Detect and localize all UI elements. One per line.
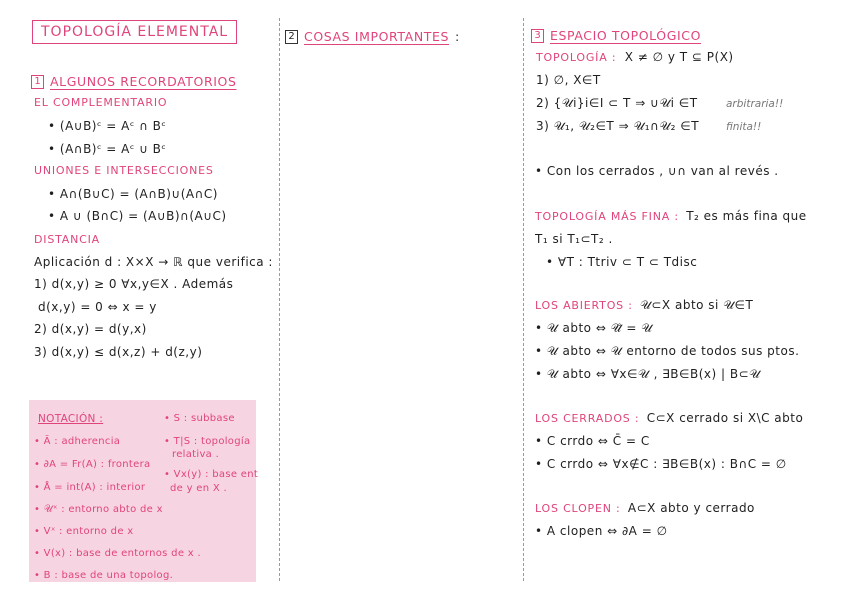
distance-axiom-3: 3) d(x,y) ≤ d(x,z) + d(z,y) — [34, 345, 203, 359]
arbitrary-note: arbitraria!! — [726, 98, 784, 110]
notation-adherence: • Ā : adherencia — [34, 436, 121, 447]
open-sets-definition — [535, 298, 753, 313]
open-sets-property-3: • 𝒰 abto ⇔ ∀x∈𝒰 , ∃B∈B(x) | B⊂𝒰 — [535, 367, 761, 381]
closed-sets-note: • Con los cerrados , ∪∩ van al revés . — [535, 164, 779, 178]
notation-topology-base: • B : base de una topolog. — [34, 570, 174, 581]
union-law-2: • A ∪ (B∩C) = (A∪B)∩(A∪C) — [48, 209, 227, 223]
finite-note: finita!! — [726, 121, 762, 133]
closed-sets-label: LOS CERRADOS : — [535, 412, 640, 425]
finer-topology-definition — [535, 209, 807, 223]
topology-label: TOPOLOGÍA : — [536, 51, 617, 64]
closed-sets-property-1: • C crrdo ⇔ C̄ = C — [535, 434, 650, 448]
clopen-property: • A clopen ⇔ ∂A = ∅ — [535, 524, 668, 538]
section-2-title: COSAS IMPORTANTES — [304, 29, 450, 44]
section-2-number: 2 — [285, 30, 298, 44]
notation-neighborhood: • Vˣ : entorno de x — [34, 526, 134, 537]
closed-sets-text: C⊂X cerrado si X\C abto — [646, 411, 804, 425]
column-divider-right — [523, 18, 524, 581]
section-2-heading — [285, 26, 460, 45]
section-1-title: ALGUNOS RECORDATORIOS — [50, 74, 237, 89]
notation-neighborhood-base-y: • Vx(y) : base ent — [164, 469, 259, 480]
notation-neighborhood-base: • V(x) : base de entornos de x . — [34, 548, 201, 559]
complement-law-2: • (A∩B)ᶜ = Aᶜ ∪ Bᶜ — [48, 142, 167, 156]
notation-boundary: • ∂A = Fr(A) : frontera — [34, 459, 151, 470]
notation-subbase: • S : subbase — [164, 413, 235, 424]
open-sets-property-2: • 𝒰 abto ⇔ 𝒰 entorno de todos sus ptos. — [535, 344, 800, 358]
topology-axiom-2: 2) {𝒰i}i∈I ⊂ T ⇒ ∪𝒰i ∈T — [536, 96, 698, 110]
closed-sets-property-2: • C crrdo ⇔ ∀x∉C : ∃B∈B(x) : B∩C = ∅ — [535, 457, 787, 471]
clopen-text: A⊂X abto y cerrado — [627, 501, 755, 515]
complement-heading: EL COMPLEMENTARIO — [34, 96, 168, 109]
clopen-definition — [535, 501, 755, 515]
open-sets-label: LOS ABIERTOS : — [535, 299, 633, 312]
notation-neighborhood-base-y-2: de y en X . — [170, 483, 227, 494]
page-title: TOPOLOGÍA ELEMENTAL — [32, 20, 237, 44]
complement-law-1: • (A∪B)ᶜ = Aᶜ ∩ Bᶜ — [48, 119, 167, 133]
clopen-label: LOS CLOPEN : — [535, 502, 621, 515]
unions-heading: UNIONES E INTERSECCIONES — [34, 164, 214, 177]
notation-interior: • Å = int(A) : interior — [34, 482, 146, 493]
column-divider-left — [279, 18, 280, 581]
section-2-colon: : — [455, 30, 460, 44]
topology-condition: X ≠ ∅ y T ⊆ P(X) — [624, 50, 734, 64]
notation-header: NOTACIÓN : — [38, 413, 104, 425]
distance-heading: DISTANCIA — [34, 233, 100, 246]
finer-topology-chain: • ∀T : Ttriv ⊂ T ⊂ Tdisc — [546, 255, 698, 269]
section-1-number: 1 — [31, 75, 44, 89]
notation-relative-topology-2: relativa . — [172, 449, 220, 460]
notation-relative-topology: • T|S : topología — [164, 436, 251, 447]
section-3-number: 3 — [531, 29, 544, 43]
section-3-title: ESPACIO TOPOLÓGICO — [550, 28, 702, 43]
finer-topology-text: T₂ es más fina que — [686, 209, 807, 223]
distance-definition: Aplicación d : X×X → ℝ que verifica : — [34, 255, 273, 269]
closed-sets-definition — [535, 411, 803, 425]
section-3-heading — [531, 25, 701, 44]
union-law-1: • A∩(B∪C) = (A∩B)∪(A∩C) — [48, 187, 218, 201]
open-sets-text: 𝒰⊂X abto si 𝒰∈T — [640, 298, 754, 312]
distance-axiom-1b: d(x,y) = 0 ⇔ x = y — [38, 300, 157, 314]
distance-axiom-2: 2) d(x,y) = d(y,x) — [34, 322, 147, 336]
finer-topology-condition: T₁ si T₁⊂T₂ . — [535, 232, 613, 246]
notation-open-neighborhood: • 𝒰ˣ : entorno abto de x — [34, 504, 163, 515]
open-sets-property-1: • 𝒰 abto ⇔ 𝒰̊ = 𝒰 — [535, 321, 653, 335]
section-1-heading — [31, 71, 237, 90]
distance-axiom-1: 1) d(x,y) ≥ 0 ∀x,y∈X . Además — [34, 277, 234, 291]
topology-axiom-3: 3) 𝒰₁, 𝒰₂∈T ⇒ 𝒰₁∩𝒰₂ ∈T — [536, 119, 700, 133]
topology-axiom-1: 1) ∅, X∈T — [536, 73, 601, 87]
finer-topology-label: TOPOLOGÍA MÁS FINA : — [535, 210, 679, 223]
topology-definition — [536, 50, 734, 64]
